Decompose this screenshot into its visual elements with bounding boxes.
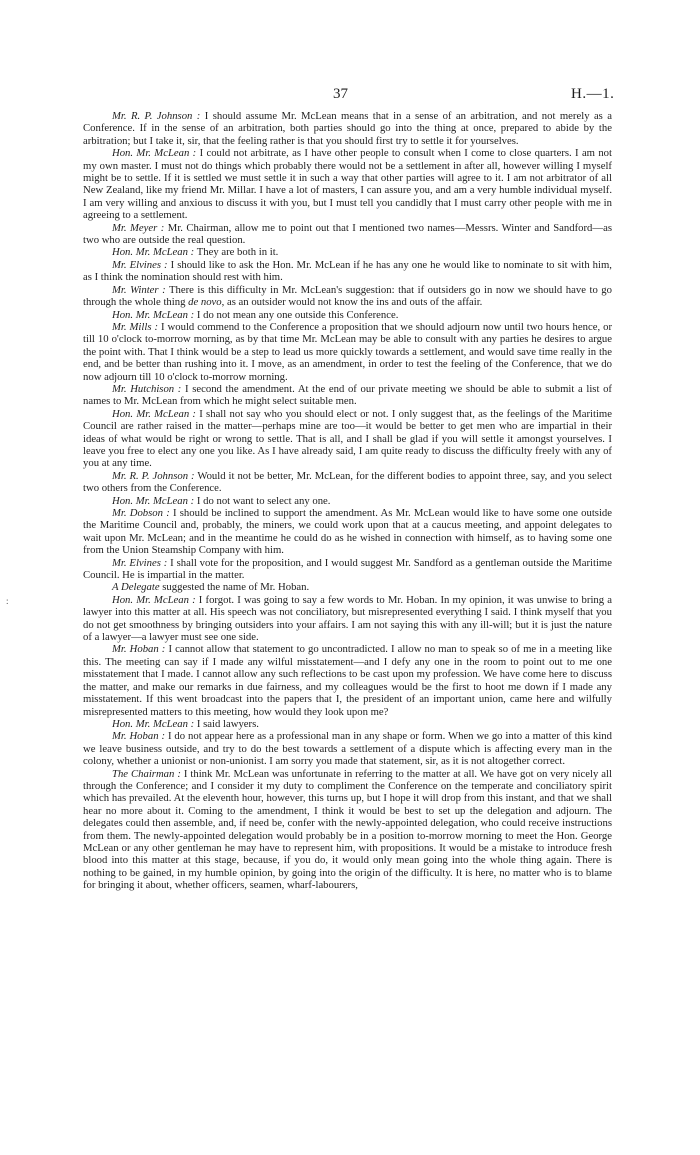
transcript-body [83,110,612,892]
paragraph [83,408,612,470]
speech-text: I shall not say who you should elect or not. I only suggest that, as the feelings of the Maritime Council are rather raised in the matter—perhaps mine are too—it would be better to get men who are impartial in their ideas of what would be right or wrong to settle. That is all, and I shall be glad if you will settle it amongst yourselves. I leave you free to elect any one you like. As I have already said, I am quite ready to discuss the difficulty freely with any of you at any time. [83,407,612,470]
speech-text: I should assume Mr. McLean means that in a sense of an arbitration, and not merely as a Conference. If in the sense of an arbitration, both parties should go into the thing at once, prepared to abide by the arbitration; but I take it, sir, that the feeling rather is that you should first try to settle it for yourselves. [83,110,612,147]
speaker-name: Mr. R. P. Johnson : [112,469,195,482]
speech-text: I think Mr. McLean was unfortunate in referring to the matter at all. We have got on very nicely all through the Conference; and I consider it my duty to compliment the Conference on the temperate and conciliatory spirit which has prevailed. At the eleventh hour, however, this turns up, but I hope it will drop from this instant, and that we shall hear no more about it. Coming to the amendment, I think it would be best to set up the delegation and adjourn. The delegates could then assemble, and, if need be, confer with the newly-appointed delegation, who could receive instructions from them. The newly-appointed delegation would probably be in a position to-morrow morning to meet the Hon. George McLean or any other gentleman he may have to represent him, with propositions. It would be a mistake to introduce fresh blood into this matter at this stage, because, if you do, it would only mean going into the whole thing again. There is nothing to be gained, in my humble opinion, by going into the origin of the difficulty. It is here, no matter who is to blame for bringing it about, whether officers, seamen, wharf-labourers, [83,767,612,892]
italic-phrase: de novo [188,296,222,309]
paragraph [83,222,612,247]
paragraph [83,495,612,507]
speech-text: I forgot. I was going to say a few words to Mr. Hoban. In my opinion, it was unwise to bring a lawyer into this matter at all. His speech was not conciliatory, but misrepresented everything I said. I think myself that you do not get smoothness by bringing outsiders into your affairs. I am not saying this with any ill-will; but it is just the nature of a lawyer—a lawyer must see one side. [83,593,612,644]
speech-text: I said lawyers. [194,717,259,730]
speaker-name: Mr. Winter : [112,283,166,296]
speaker-name: Mr. R. P. Johnson : [112,110,201,122]
speech-text: I could not arbitrate, as I have other people to consult when I come to close quarters. I am not my own master. I must not do things which probably there would not be a settlement in after all, however willing I myself might be to settle. If it is settled we must settle it in such a way that other parties will agree to it. I am not arbitrator of all New Zealand, like my friend Mr. Millar. I have a lot of masters, I can assure you, and am a very humble individual myself. I am very willing and anxious to discuss it with you, but I must tell you candidly that I must carry other people with me in agreeing to a settlement. [83,147,612,222]
speaker-name: Hon. Mr. McLean : [112,246,195,259]
speech-text-continued: , as an outsider would not know the ins and outs of the affair. [221,296,483,309]
speaker-name: Hon. Mr. McLean : [112,147,197,160]
paragraph [83,718,612,730]
paragraph [83,309,612,321]
speech-text: I should be inclined to support the amendment. As Mr. McLean would like to have some one outside the Maritime Council and, probably, the miners, we could work upon that at a caucus meeting, and appoint delegates to wait upon Mr. McLean; and in the meantime he could do as he wished in connection with himself, as to having some one from the Union Steamship Company with him. [83,507,613,557]
speaker-name: Mr. Hutchison : [112,382,182,395]
paragraph [83,594,612,644]
speaker-name: Hon. Mr. McLean : [112,494,195,507]
speech-text: There is this difficulty in Mr. McLean's suggestion: that if outsiders go in now we should have to go through the whole thing [83,283,612,309]
paragraph [83,110,612,147]
paragraph [83,383,612,408]
speech-text: I do not want to select any one. [194,494,331,507]
speech-text: I do not mean any one outside this Conference. [194,308,399,321]
speech-text: I would commend to the Conference a proposition that we should adjourn now until two hours hence, or till 10 o'clock to-morrow morning, as by that time Mr. McLean may be able to consult with any parties he desires to argue the point with. That I think would be a step to lead us more quickly towards a settlement, and would save time really in the end, and be better than rushing into it. I move, as an amendment, in order to test the feeling of the Conference, that we do now adjourn till 10 o'clock to-morrow morning. [83,320,612,383]
speaker-name: A Delegate [112,581,160,594]
speaker-name: Hon. Mr. McLean : [112,308,195,321]
speaker-name: Mr. Elvines : [112,258,168,271]
paragraph [83,284,612,309]
paragraph [83,246,612,258]
speech-text: I cannot allow that statement to go uncontradicted. I allow no man to speak so of me in a meeting like this. The meeting can say if I made any wilful misstatement—and I defy any one in the room to point out to me one misstatement that I made. I cannot allow any such reflections to be cast upon my profession. We have come here to discuss the matter, and make our remarks in due fairness, and my colleagues would be the first to hoot me down if I made any misstatement. If this went broadcast into the papers that I, the president of an important union, came here and wilfully misrepresented matters to this meeting, how would they look upon me? [83,643,612,718]
speaker-name: Mr. Dobson : [112,507,170,519]
speech-text: I do not appear here as a professional man in any shape or form. When we go into a matter of this kind we leave business outside, and try to do the best towards a settlement of a dispute which is affecting every man in the colony, whether a unionist or non-unionist. I am sorry you made that statement, sir, as it is not altogether correct. [83,730,612,768]
speech-text: I shall vote for the proposition, and I would suggest Mr. Sandford as a gentleman outside the Maritime Council. He is impartial in the matter. [83,556,612,582]
page-number: 37 [333,86,348,102]
speaker-name: The Chairman : [112,767,181,780]
margin-mark: : [6,596,9,606]
speaker-name: Hon. Mr. McLean : [112,407,196,420]
speaker-name: Mr. Mills : [112,320,159,333]
speech-text: I should like to ask the Hon. Mr. McLean if he has any one he would like to nominate to sit with him, as I think the nomination should rest with him. [83,258,612,284]
paragraph [83,581,612,593]
document-reference: H.—1. [571,86,615,102]
speech-text: They are both in it. [194,246,279,259]
paragraph [83,321,612,383]
paragraph [83,557,612,582]
paragraph [83,507,612,557]
speech-text: Would it not be better, Mr. McLean, for the different bodies to appoint three, say, and you select two others from the Conference. [83,469,613,495]
speaker-name: Mr. Hoban : [112,643,166,656]
speaker-name: Mr. Meyer : [112,221,165,234]
paragraph [83,768,612,892]
paragraph [83,259,612,284]
speaker-name: Hon. Mr. McLean : [112,593,196,606]
speech-text: I second the amendment. At the end of our private meeting we should be able to submit a list of names to Mr. McLean from which he might select suitable men. [83,382,612,408]
speaker-name: Mr. Elvines : [112,556,168,569]
speech-text: Mr. Chairman, allow me to point out that I mentioned two names—Messrs. Winter and Sandford—as two who are outside the real question. [83,221,612,247]
speech-text: suggested the name of Mr. Hoban. [159,581,310,594]
paragraph [83,147,612,221]
paragraph [83,470,612,495]
speaker-name: Mr. Hoban : [112,730,166,743]
paragraph [83,643,612,717]
speaker-name: Hon. Mr. McLean : [112,717,195,730]
paragraph [83,730,612,767]
